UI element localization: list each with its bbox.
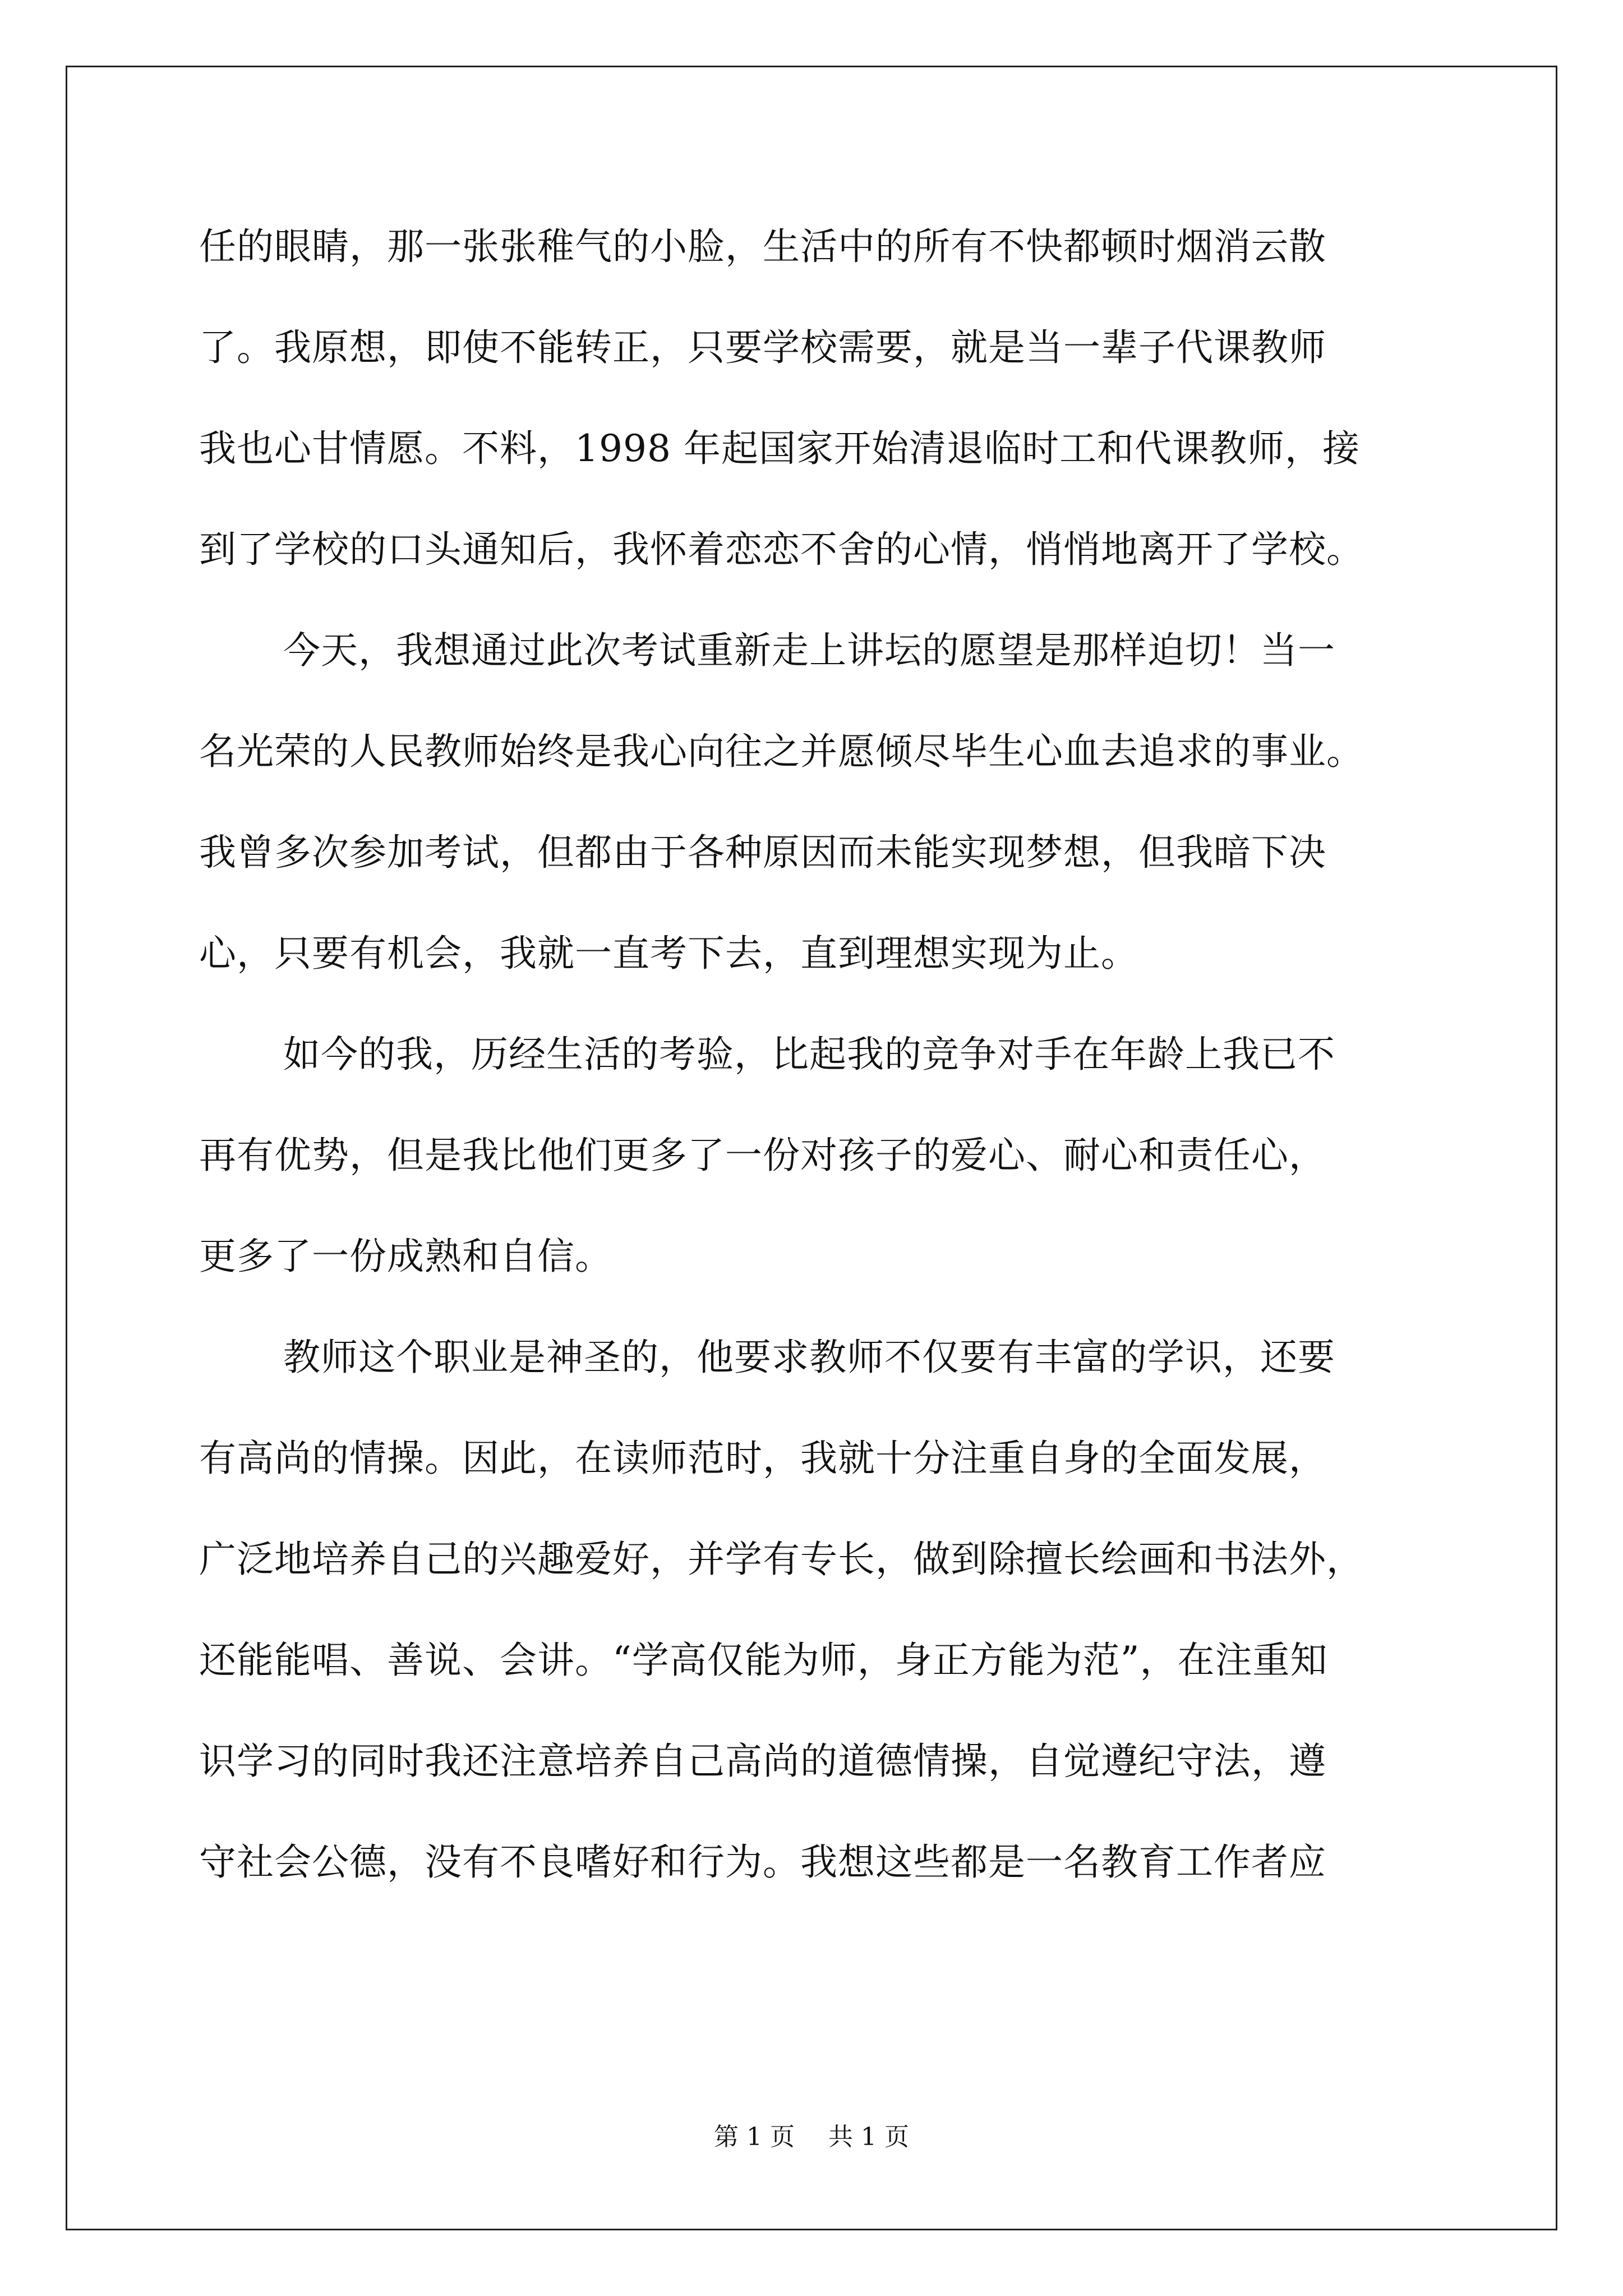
page-number-total: 共 1 页 [828, 2123, 909, 2151]
text-line: 我曾多次参加考试，但都由于各种原因而未能实现梦想，但我暗下决 [199, 831, 1326, 874]
text-line: 任的眼睛，那一张张稚气的小脸，生活中的所有不快都顿时烟消云散 [199, 225, 1326, 268]
text-line: 有高尚的情操。因此，在读师范时，我就十分注重自身的全面发展， [199, 1437, 1326, 1480]
paragraph-first-line: 教师这个职业是神圣的，他要求教师不仅要有丰富的学识，还要 [283, 1336, 1335, 1379]
text-line: 识学习的同时我还注意培养自己高尚的道德情操，自觉遵纪守法，遵 [199, 1740, 1326, 1783]
text-line: 更多了一份成熟和自信。 [199, 1235, 612, 1278]
text-line: 再有优势，但是我比他们更多了一份对孩子的爱心、耐心和责任心， [199, 1134, 1326, 1177]
text-line: 我也心甘情愿。不料，1998 年起国家开始清退临时工和代课教师，接 [199, 427, 1360, 470]
text-line: 到了学校的口头通知后，我怀着恋恋不舍的心情，悄悄地离开了学校。 [199, 528, 1364, 571]
text-line: 守社会公德，没有不良嗜好和行为。我想这些都是一名教育工作者应 [199, 1841, 1326, 1884]
paragraph-first-line: 如今的我，历经生活的考验，比起我的竞争对手在年龄上我已不 [283, 1033, 1335, 1076]
paragraph-first-line: 今天，我想通过此次考试重新走上讲坛的愿望是那样迫切！当一 [283, 629, 1335, 672]
document-body [199, 219, 1433, 1935]
text-line: 还能能唱、善说、会讲。“学高仅能为师，身正方能为范”，在注重知 [199, 1639, 1328, 1682]
page-footer [0, 2120, 1623, 2154]
text-line: 广泛地培养自己的兴趣爱好，并学有专长，做到除擅长绘画和书法外， [199, 1538, 1364, 1581]
text-line: 了。我原想，即使不能转正，只要学校需要，就是当一辈子代课教师 [199, 326, 1326, 369]
text-line: 心，只要有机会，我就一直考下去，直到理想实现为止。 [199, 932, 1138, 975]
page-number-current: 第 1 页 [714, 2123, 795, 2151]
text-line: 名光荣的人民教师始终是我心向往之并愿倾尽毕生心血去追求的事业。 [199, 730, 1364, 773]
